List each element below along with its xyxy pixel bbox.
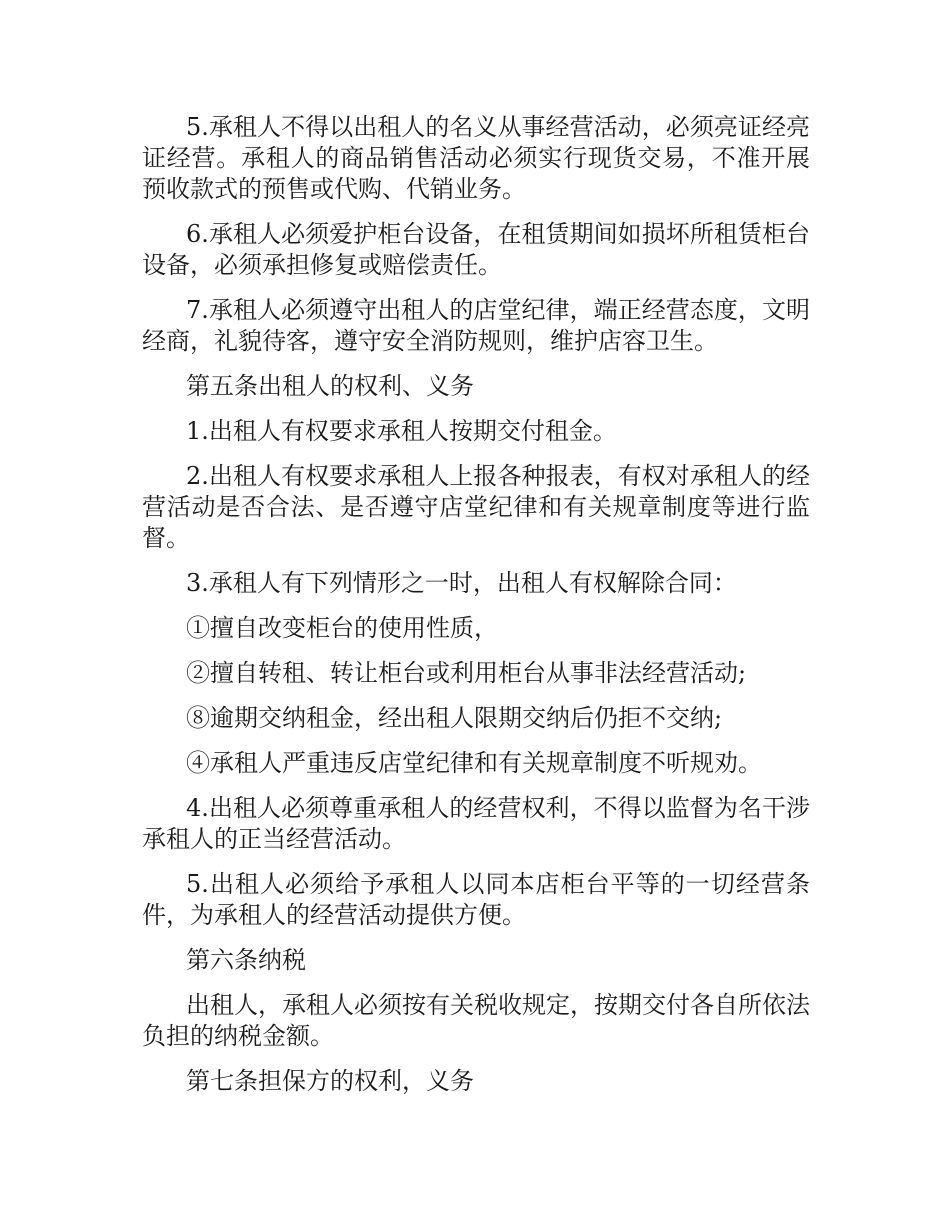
clause-paragraph: 5.出租人必须给予承租人以同本店柜台平等的一切经营条件，为承租人的经营活动提供方便。 xyxy=(142,870,810,929)
clause-paragraph: 1.出租人有权要求承租人按期交付租金。 xyxy=(186,417,617,445)
clause-paragraph: 7.承租人必须遵守出租人的店堂纪律，端正经营态度，文明经商，礼貌待客，遵守安全消防规则，维护店容卫生。 xyxy=(142,296,810,355)
article-heading: 第五条出租人的权利、义务 xyxy=(186,372,474,400)
clause-paragraph: 4.出租人必须尊重承租人的经营权利，不得以监督为名干涉承租人的正当经营活动。 xyxy=(142,794,810,853)
list-item: ②擅自转租、转让柜台或利用柜台从事非法经营活动; xyxy=(186,659,747,687)
article-heading: 第七条担保方的权利，义务 xyxy=(186,1067,474,1095)
list-item: ⑧逾期交纳租金，经出租人限期交纳后仍拒不交纳; xyxy=(186,704,723,732)
clause-paragraph: 3.承租人有下列情形之一时，出租人有权解除合同： xyxy=(186,569,737,597)
clause-paragraph: 出租人，承租人必须按有关税收规定，按期交付各自所依法负担的纳税金额。 xyxy=(142,991,810,1050)
clause-paragraph: 2.出租人有权要求承租人上报各种报表，有权对承租人的经营活动是否合法、是否遵守店堂纪律和有关规章制度等进行监督。 xyxy=(142,462,810,552)
document-body xyxy=(142,112,810,1111)
clause-paragraph: 5.承租人不得以出租人的名义从事经营活动，必须亮证经亮证经营。承租人的商品销售活动必须实行现货交易，不准开展预收款式的预售或代购、代销业务。 xyxy=(142,113,810,203)
list-item: ④承租人严重违反店堂纪律和有关规章制度不听规劝。 xyxy=(186,749,762,777)
article-heading: 第六条纳税 xyxy=(186,946,306,974)
clause-paragraph: 6.承租人必须爱护柜台设备，在租赁期间如损坏所租赁柜台设备，必须承担修复或赔偿责任。 xyxy=(142,220,810,279)
list-item: ①擅自改变柜台的使用性质， xyxy=(186,614,498,642)
